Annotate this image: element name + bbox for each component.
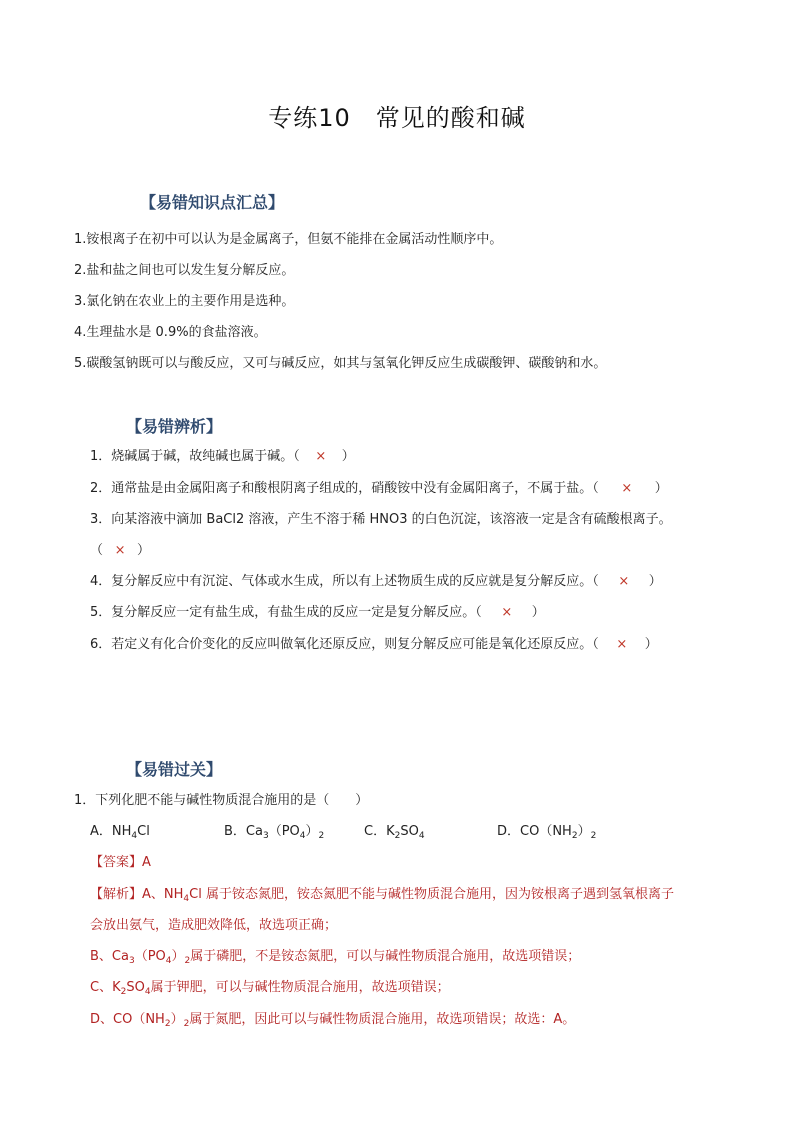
explanation-text: SO [126, 980, 145, 995]
analysis-item-close: ） [531, 605, 545, 620]
analysis-item-2 [90, 477, 668, 496]
subscript: 4 [131, 831, 138, 841]
analysis-item-text: 4．复分解反应中有沉淀、气体或水生成，所以有上述物质生成的反应就是复分解反应。（ [90, 574, 599, 589]
subscript: 3 [128, 956, 135, 966]
explanation-text: 属于磷肥，不是铵态氮肥，可以与碱性物质混合施用，故选项错误； [190, 949, 581, 964]
knowledge-item-1: 1.铵根离子在初中可以认为是金属离子，但氨不能排在金属活动性顺序中。 [74, 232, 503, 247]
option-text: Cl [137, 824, 150, 839]
cross-mark: × [618, 574, 630, 589]
explanation-text: （PO [134, 949, 166, 964]
explanation-text: 【解析】A、NH [90, 887, 184, 902]
knowledge-item-3: 3.氯化钠在农业上的主要作用是选种。 [74, 294, 295, 309]
section-heading-analysis: 【易错辨析】 [126, 417, 223, 436]
explanation-line-5 [90, 1008, 575, 1029]
explanation-line-4 [90, 976, 450, 997]
analysis-item-close: ） [341, 449, 355, 464]
option-c [364, 820, 425, 841]
explanation-text: B、Ca [90, 949, 129, 964]
option-text: （PO [268, 824, 300, 839]
subscript: 4 [299, 831, 306, 841]
explanation-line-2: 会放出氨气，造成肥效降低，故选项正确； [90, 918, 338, 933]
explanation-text: Cl 属于铵态氮肥，铵态氮肥不能与碱性物质混合施用，因为铵根离子遇到氢氧根离子 [189, 887, 674, 902]
section-heading-practice: 【易错过关】 [126, 760, 223, 779]
subscript: 2 [184, 956, 191, 966]
subscript: 4 [165, 956, 172, 966]
subscript: 2 [164, 1019, 171, 1029]
subscript: 2 [590, 831, 597, 841]
analysis-item-close: ） [648, 574, 662, 589]
analysis-item-close: ） [137, 543, 151, 558]
subscript: 2 [318, 831, 325, 841]
analysis-item-5 [90, 601, 545, 620]
option-text: D．CO（NH [497, 824, 572, 839]
subscript: 4 [418, 831, 425, 841]
option-text: A．NH [90, 824, 132, 839]
explanation-text: D、CO（NH [90, 1012, 165, 1027]
explanation-text: ） [170, 1012, 184, 1027]
page-title: 专练10 常见的酸和碱 [268, 104, 526, 132]
subscript: 4 [144, 987, 151, 997]
analysis-item-6 [90, 633, 658, 652]
subscript: 2 [394, 831, 401, 841]
explanation-text: 属于钾肥，可以与碱性物质混合施用，故选项错误； [150, 980, 450, 995]
analysis-item-text: 5．复分解反应一定有盐生成，有盐生成的反应一定是复分解反应。（ [90, 605, 482, 620]
option-a [90, 820, 150, 841]
option-text: B．Ca [224, 824, 263, 839]
analysis-item-text: 2．通常盐是由金属阳离子和酸根阴离子组成的，硝酸铵中没有金属阳离子，不属于盐。（ [90, 481, 599, 496]
option-d [497, 820, 596, 841]
answer-line: 【答案】A [90, 855, 151, 870]
section-heading-knowledge: 【易错知识点汇总】 [140, 193, 285, 212]
analysis-item-close: ） [654, 481, 668, 496]
analysis-item-1 [90, 445, 355, 464]
option-text: ） [577, 824, 591, 839]
explanation-text: C、K [90, 980, 121, 995]
question-1: 1．下列化肥不能与碱性物质混合施用的是（ ） [74, 793, 369, 808]
analysis-item-open: （ [90, 543, 104, 558]
cross-mark: × [621, 481, 633, 496]
knowledge-item-4: 4.生理盐水是 0.9%的食盐溶液。 [74, 325, 267, 340]
subscript: 2 [183, 1019, 190, 1029]
option-text: SO [400, 824, 419, 839]
cross-mark: × [315, 449, 327, 464]
explanation-text: 属于氮肥，因此可以与碱性物质混合施用，故选项错误；故选：A。 [189, 1012, 576, 1027]
knowledge-item-5: 5.碳酸氢钠既可以与酸反应，又可与碱反应，如其与氢氧化钾反应生成碳酸钾、碳酸钠和水。 [74, 356, 607, 371]
analysis-item-text: 1．烧碱属于碱，故纯碱也属于碱。（ [90, 449, 300, 464]
explanation-text: ） [171, 949, 185, 964]
cross-mark: × [501, 605, 513, 620]
explanation-line-3 [90, 945, 580, 966]
subscript: 3 [262, 831, 269, 841]
option-text: ） [305, 824, 319, 839]
option-b [224, 820, 324, 841]
option-text: C．K [364, 824, 395, 839]
subscript: 2 [120, 987, 127, 997]
cross-mark: × [616, 637, 628, 652]
knowledge-item-2: 2.盐和盐之间也可以发生复分解反应。 [74, 263, 295, 278]
analysis-item-3-answer [90, 539, 150, 558]
analysis-item-close: ） [644, 637, 658, 652]
analysis-item-3: 3．向某溶液中滴加 BaCl2 溶液，产生不溶于稀 HNO3 的白色沉淀，该溶液一定是含有硫酸根离子。 [90, 512, 672, 527]
analysis-item-text: 6．若定义有化合价变化的反应叫做氧化还原反应，则复分解反应可能是氧化还原反应。（ [90, 637, 599, 652]
cross-mark: × [114, 543, 126, 558]
analysis-item-4 [90, 570, 662, 589]
subscript: 2 [571, 831, 578, 841]
explanation-line-1 [90, 883, 674, 904]
subscript: 4 [183, 894, 190, 904]
